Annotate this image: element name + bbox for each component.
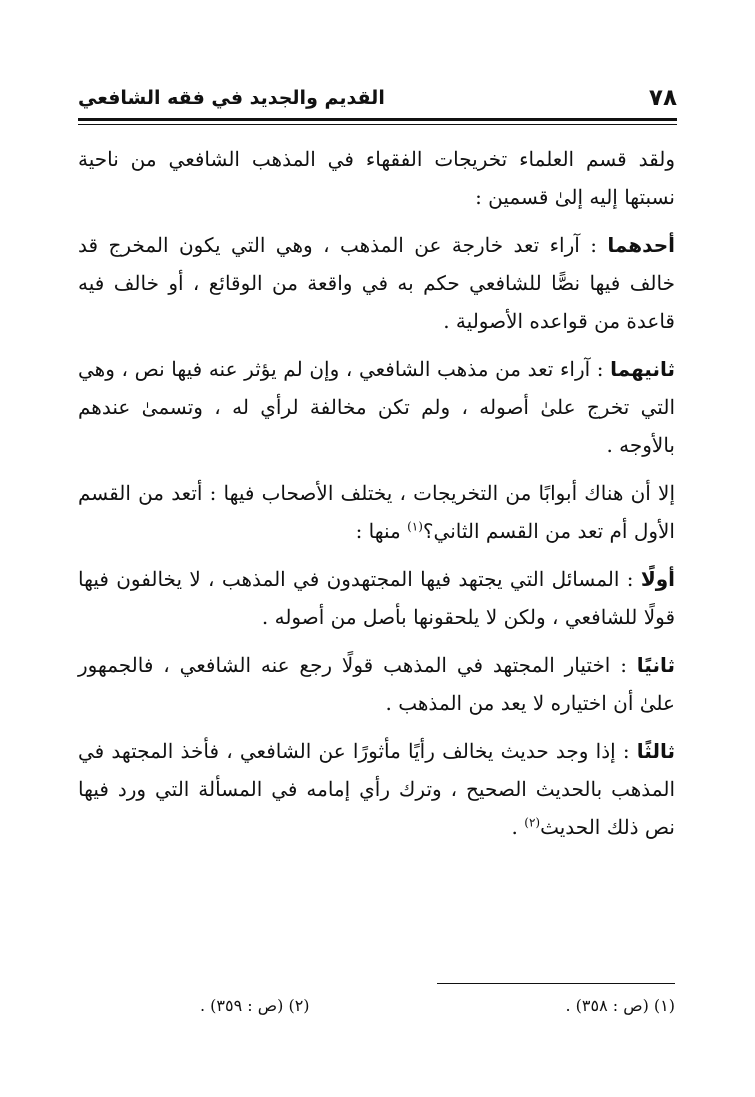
footnote-reference: (٢) bbox=[524, 815, 541, 830]
paragraph-tail: . bbox=[511, 815, 525, 839]
header-rule-thick bbox=[78, 118, 677, 121]
paragraph-text: : اختيار المجتهد في المذهب قولًا رجع عنه الشافعي ، فالجمهور علىٰ أن اختياره لا يعد من المذهب . bbox=[78, 653, 675, 715]
body-text bbox=[78, 140, 675, 856]
header-title: القديم والجديد في فقه الشافعي bbox=[78, 87, 385, 109]
paragraph-disputed-categories bbox=[78, 474, 675, 550]
footnote-reference: (١) bbox=[407, 519, 423, 534]
paragraph-intro bbox=[78, 140, 675, 216]
paragraph-text: ولقد قسم العلماء تخريجات الفقهاء في المذهب الشافعي من ناحية نسبتها إليه إلىٰ قسمين : bbox=[78, 147, 675, 209]
footnotes bbox=[200, 992, 675, 1020]
paragraph-text: : إذا وجد حديث يخالف رأيًا مأثورًا عن الشافعي ، فأخذ المجتهد في المذهب بالحديث الصحيح ، وترك رأي إمامه في المسألة التي ورد فيها نص ذلك الحديث bbox=[78, 739, 676, 839]
paragraph-text: : المسائل التي يجتهد فيها المجتهدون في المذهب ، لا يخالفون فيها قولًا للشافعي ، ولكن لا يلحقونها بأصل من أصوله . bbox=[78, 567, 675, 629]
paragraph-second-type bbox=[78, 350, 675, 464]
paragraph-lead-term: أحدهما bbox=[607, 233, 675, 257]
paragraph-tail: منها : bbox=[355, 519, 408, 543]
paragraph-lead-term: ثانيًا bbox=[636, 653, 675, 677]
paragraph-lead-term: ثانيهما bbox=[610, 357, 675, 381]
footnote-1: (١) (ص : ٣٥٨) . bbox=[565, 996, 675, 1015]
paragraph-second-item bbox=[78, 646, 675, 722]
footnote-2: (٢) (ص : ٣٥٩) . bbox=[200, 996, 310, 1015]
paragraph-first-item bbox=[78, 560, 675, 636]
paragraph-text: : آراء تعد خارجة عن المذهب ، وهي التي يكون المخرج قد خالف فيها نصًّا للشافعي حكم به في واقعة من الوقائع ، أو خالف فيه قاعدة من قواعده الأصولية . bbox=[78, 233, 675, 333]
paragraph-first-type bbox=[78, 226, 675, 340]
paragraph-third-item bbox=[78, 732, 675, 846]
paragraph-lead-term: أولًا bbox=[640, 567, 675, 591]
header-rule-thin bbox=[78, 124, 677, 125]
paragraph-text: : آراء تعد من مذهب الشافعي ، وإن لم يؤثر عنه فيها نص ، وهي التي تخرج علىٰ أصوله ، ولم تكن مخالفة لرأي له ، وتسمىٰ عندهم بالأوجه . bbox=[78, 357, 675, 457]
footnote-separator bbox=[437, 983, 675, 984]
paragraph-text: إلا أن هناك أبوابًا من التخريجات ، يختلف الأصحاب فيها : أتعد من القسم الأول أم تعد من القسم الثاني؟ bbox=[78, 481, 675, 543]
running-header bbox=[78, 80, 677, 116]
page-number: ٧٨ bbox=[648, 85, 677, 111]
paragraph-lead-term: ثالثًا bbox=[636, 739, 675, 763]
